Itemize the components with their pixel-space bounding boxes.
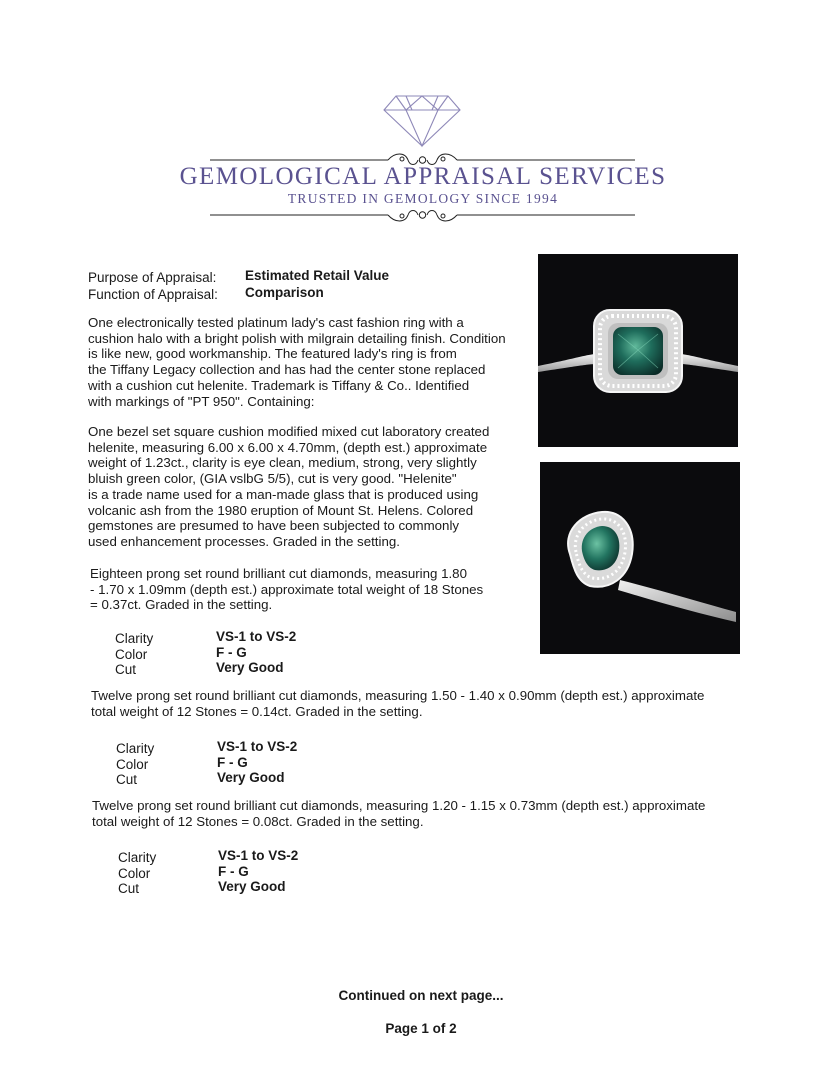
text-line: Twelve prong set round brilliant cut diamonds, measuring 1.20 - 1.15 x 0.73mm (depth est.) approximate [92,798,706,813]
company-tagline: TRUSTED IN GEMOLOGY SINCE 1994 [287,191,559,206]
diamond-group-2-grade-labels [116,741,154,788]
purpose-value: Estimated Retail Value [245,268,390,283]
text-line: is like new, good workmanship. The featured lady's ring is from [88,346,457,362]
diamond-group-1-grade-labels [115,631,153,678]
diamond-outline-icon [380,92,464,148]
cut-value: Very Good [217,770,285,785]
diamond-group-2-grade-values [217,739,297,786]
function-value: Comparison [245,285,324,300]
text-line: Eighteen prong set round brilliant cut diamonds, measuring 1.80 [90,566,467,581]
purpose-label: Purpose of Appraisal: [88,270,217,285]
text-line: One bezel set square cushion modified mixed cut laboratory created [88,424,490,439]
text-line: is a trade name used for a man-made glass that is produced using [88,486,479,502]
function-label: Function of Appraisal: [88,287,218,302]
clarity-label: Clarity [118,850,157,865]
diamond-group-2-description [91,688,704,719]
clarity-label: Clarity [115,631,154,646]
company-name: GEMOLOGICAL APPRAISAL SERVICES [179,163,667,190]
color-label: Color [115,646,148,662]
text-line: the Tiffany Legacy collection and has had the center stone replaced [88,362,486,378]
diamond-group-3-grade-labels [118,850,156,897]
color-value: F - G [217,754,248,770]
cut-label: Cut [116,772,138,787]
clarity-value: VS-1 to VS-2 [217,739,298,754]
cut-label: Cut [118,881,140,896]
text-line: used enhancement processes. Graded in the setting. [88,533,400,549]
text-line: - 1.70 x 1.09mm (depth est.) approximate total weight of 18 Stones [90,581,484,597]
diamond-group-1-description [90,566,483,613]
text-line: Twelve prong set round brilliant cut diamonds, measuring 1.50 - 1.40 x 0.90mm (depth est.) approximate [91,688,705,703]
text-line: cushion halo with a bright polish with milgrain detailing finish. Condition [88,330,506,346]
text-line: weight of 1.23ct., clarity is eye clean, medium, strong, very slightly [88,455,477,471]
color-value: F - G [216,644,247,660]
cut-label: Cut [115,662,137,677]
text-line: = 0.37ct. Graded in the setting. [90,597,273,613]
color-value: F - G [218,863,249,879]
text-line: total weight of 12 Stones = 0.14ct. Graded in the setting. [91,703,423,719]
page-number: Page 1 of 2 [385,1021,457,1036]
ring-description [88,315,506,409]
clarity-value: VS-1 to VS-2 [216,629,297,644]
continued-note: Continued on next page... [338,988,504,1003]
cut-value: Very Good [216,660,284,675]
text-line: bluish green color, (GIA vslbG 5/5), cut is very good. "Helenite" [88,471,457,487]
color-label: Color [116,756,149,772]
ring-photo-top-view [538,254,738,447]
text-line: gemstones are presumed to have been subjected to commonly [88,518,460,534]
text-line: helenite, measuring 6.00 x 6.00 x 4.70mm, (depth est.) approximate [88,439,488,455]
diamond-group-3-grade-values [218,848,298,895]
text-line: with markings of "PT 950". Containing: [88,393,315,409]
text-line: One electronically tested platinum lady's cast fashion ring with a [88,315,464,330]
ornament-rule-bottom [210,204,635,226]
color-label: Color [118,865,151,881]
text-line: total weight of 12 Stones = 0.08ct. Graded in the setting. [92,813,424,829]
center-stone-description [88,424,489,550]
clarity-value: VS-1 to VS-2 [218,848,299,863]
diamond-group-3-description [92,798,705,829]
clarity-label: Clarity [116,741,155,756]
cut-value: Very Good [218,879,286,894]
diamond-group-1-grade-values [216,629,296,676]
text-line: volcanic ash from the 1980 eruption of Mount St. Helens. Colored [88,502,474,518]
ring-photo-side-view [540,462,740,654]
text-line: with a cushion cut helenite. Trademark is Tiffany & Co.. Identified [88,377,470,393]
